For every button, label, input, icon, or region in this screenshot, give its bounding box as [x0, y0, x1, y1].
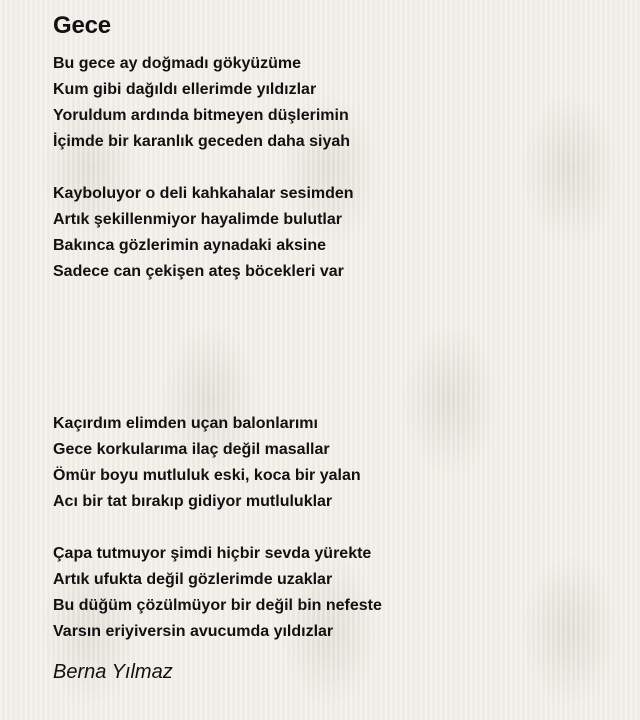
poem-line: Kaçırdım elimden uçan balonlarımı	[53, 415, 318, 432]
poem-line: Acı bir tat bırakıp gidiyor mutluluklar	[53, 493, 333, 510]
poem-author: Berna Yılmaz	[53, 661, 173, 683]
poem-line: Bu düğüm çözülmüyor bir değil bin nefeste	[53, 597, 382, 614]
poem-line: Kayboluyor o deli kahkahalar sesimden	[53, 185, 354, 202]
poem-line: Varsın eriyiversin avucumda yıldızlar	[53, 623, 334, 640]
poem-line: İçimde bir karanlık geceden daha siyah	[53, 133, 351, 150]
poem-line: Sadece can çekişen ateş böcekleri var	[53, 263, 344, 280]
poem-page	[53, 12, 613, 685]
poem-line: Bakınca gözlerimin aynadaki aksine	[53, 237, 327, 254]
poem-line: Çapa tutmuyor şimdi hiçbir sevda yürekte	[53, 545, 372, 562]
poem-line: Ömür boyu mutluluk eski, koca bir yalan	[53, 467, 361, 484]
poem-line: Artık şekillenmiyor hayalimde bulutlar	[53, 211, 342, 228]
stanza-3	[53, 411, 613, 515]
poem-line: Yoruldum ardında bitmeyen düşlerimin	[53, 107, 349, 124]
poem-line: Gece korkularıma ilaç değil masallar	[53, 441, 330, 458]
stanza-4	[53, 541, 613, 645]
poem-title: Gece	[53, 12, 111, 39]
stanza-2	[53, 181, 613, 285]
stanza-1	[53, 51, 613, 155]
poem-line: Artık ufukta değil gözlerimde uzaklar	[53, 571, 333, 588]
poem-line: Kum gibi dağıldı ellerimde yıldızlar	[53, 81, 317, 98]
poem-line: Bu gece ay doğmadı gökyüzüme	[53, 55, 302, 72]
